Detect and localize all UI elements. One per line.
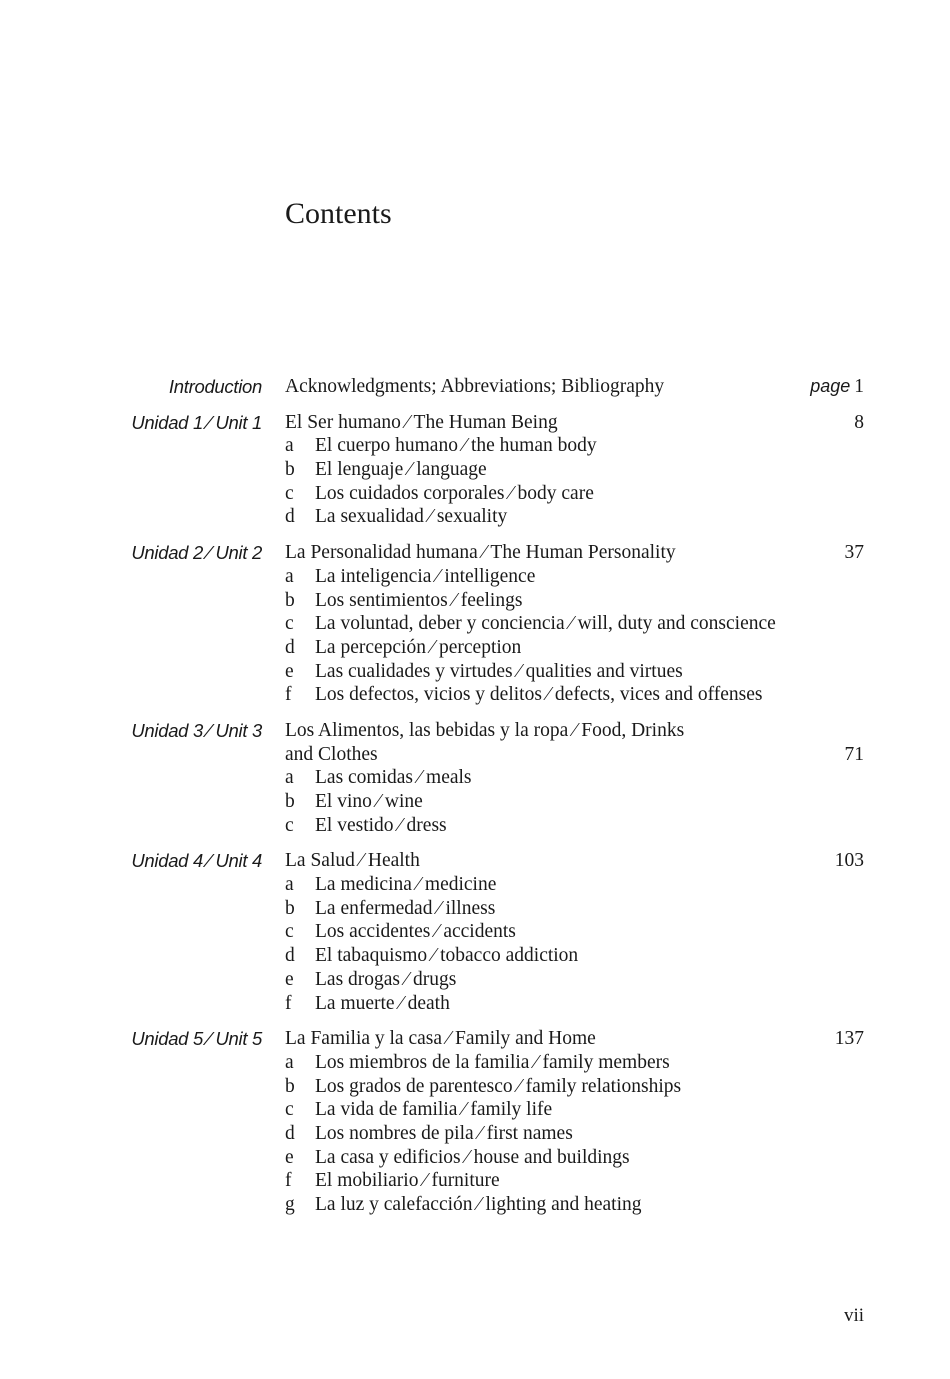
unit-label: Unidad 1 ⁄ Unit 1 — [131, 411, 262, 433]
section-letter: b — [285, 897, 295, 919]
unit-label: Unidad 5 ⁄ Unit 5 — [131, 1028, 262, 1050]
section-entry[interactable] — [0, 660, 950, 684]
unit-title: La Personalidad humana ⁄ The Human Personality — [285, 542, 676, 564]
section-letter: c — [285, 1099, 294, 1121]
section-entry[interactable] — [0, 944, 950, 968]
section-letter: c — [285, 482, 294, 504]
section-letter: a — [285, 874, 294, 896]
page-number: 8 — [854, 411, 864, 433]
section-title: La voluntad, deber y conciencia ⁄ will, duty and conscience — [315, 613, 776, 635]
section-title: La vida de familia ⁄ family life — [315, 1099, 553, 1121]
section-title: Los sentimientos ⁄ feelings — [315, 589, 523, 611]
section-letter: d — [285, 636, 295, 658]
section-entry[interactable] — [0, 458, 950, 482]
section-title: El cuerpo humano ⁄ the human body — [315, 435, 597, 457]
section-entry[interactable] — [0, 612, 950, 636]
unit-title: Los Alimentos, las bebidas y la ropa ⁄ Food, Drinks — [285, 719, 685, 741]
toc-entry-unit-3[interactable] — [0, 719, 950, 743]
page-number: 37 — [844, 542, 864, 564]
page-prefix: page — [810, 376, 851, 396]
section-letter: d — [285, 506, 295, 528]
toc-entry-unit-4[interactable] — [0, 849, 950, 873]
section-title: Los accidentes ⁄ accidents — [315, 921, 516, 943]
section-title: La casa y edificios ⁄ house and buildings — [315, 1146, 630, 1168]
unit-title: La Salud ⁄ Health — [285, 850, 420, 872]
section-letter: e — [285, 968, 294, 990]
section-title: El lenguaje ⁄ language — [315, 459, 487, 481]
section-title: La enfermedad ⁄ illness — [315, 897, 496, 919]
section-entry[interactable] — [0, 814, 950, 838]
section-letter: g — [285, 1194, 295, 1215]
section-title: El vino ⁄ wine — [315, 791, 423, 812]
section-letter: b — [285, 459, 295, 481]
unit-title: La Familia y la casa ⁄ Family and Home — [285, 1028, 596, 1050]
section-letter: c — [285, 613, 294, 635]
section-letter: b — [285, 1075, 295, 1097]
unit-title: El Ser humano ⁄ The Human Being — [285, 411, 558, 433]
section-title: El tabaquismo ⁄ tobacco addiction — [315, 945, 579, 967]
section-entry[interactable] — [0, 1169, 950, 1193]
section-entry[interactable] — [0, 1122, 950, 1146]
section-letter: e — [285, 1146, 294, 1168]
section-letter: b — [285, 589, 295, 611]
section-entry[interactable] — [0, 992, 950, 1016]
unit-label: Introduction — [168, 376, 262, 397]
section-title: La muerte ⁄ death — [315, 992, 450, 1014]
section-letter: f — [285, 992, 292, 1014]
page-number: 103 — [834, 850, 864, 872]
section-entry[interactable] — [0, 482, 950, 506]
page-title: Contents — [285, 197, 392, 230]
section-entry[interactable] — [0, 636, 950, 660]
section-entry[interactable] — [0, 683, 950, 707]
section-entry[interactable] — [0, 505, 950, 529]
unit-title-continued: and Clothes — [285, 743, 378, 765]
section-entry[interactable] — [0, 873, 950, 897]
section-title: Las comidas ⁄ meals — [315, 767, 472, 789]
section-letter: f — [285, 1170, 292, 1192]
section-letter: a — [285, 435, 294, 457]
section-letter: a — [285, 767, 294, 789]
section-entry[interactable] — [0, 766, 950, 790]
section-letter: b — [285, 791, 295, 812]
section-entry[interactable] — [0, 1075, 950, 1099]
section-title: Las drogas ⁄ drugs — [315, 968, 457, 990]
unit-title: Acknowledgments; Abbreviations; Bibliography — [285, 376, 665, 397]
section-letter: c — [285, 814, 294, 836]
section-entry[interactable] — [0, 1051, 950, 1075]
section-letter: c — [285, 921, 294, 943]
unit-label: Unidad 2 ⁄ Unit 2 — [131, 542, 262, 564]
folio-page-number: vii — [843, 1305, 864, 1326]
section-title: Los cuidados corporales ⁄ body care — [315, 482, 594, 504]
page-number: 137 — [834, 1028, 864, 1050]
section-title: El vestido ⁄ dress — [315, 814, 447, 836]
section-letter: e — [285, 660, 294, 682]
unit-label: Unidad 3 ⁄ Unit 3 — [131, 719, 262, 741]
toc-entry-unit-2[interactable] — [0, 541, 950, 565]
section-title: Las cualidades y virtudes ⁄ qualities and virtues — [315, 660, 683, 682]
section-letter: a — [285, 1051, 294, 1073]
section-entry[interactable] — [0, 920, 950, 944]
section-entry[interactable] — [0, 434, 950, 458]
toc-entry-unit-1[interactable] — [0, 411, 950, 435]
unit-label: Unidad 4 ⁄ Unit 4 — [131, 850, 262, 872]
section-title: La sexualidad ⁄ sexuality — [315, 506, 508, 528]
section-title: La medicina ⁄ medicine — [315, 874, 497, 896]
section-entry[interactable] — [0, 968, 950, 992]
section-title: Los miembros de la familia ⁄ family members — [315, 1051, 670, 1073]
section-title: Los grados de parentesco ⁄ family relationships — [315, 1075, 682, 1097]
toc-entry-unit-5[interactable] — [0, 1027, 950, 1051]
section-letter: d — [285, 1122, 295, 1144]
page-number-value: 1 — [854, 376, 864, 397]
toc-entry-introduction[interactable] — [0, 375, 950, 399]
toc-entry-unit-3-continued[interactable] — [0, 743, 950, 767]
section-title: El mobiliario ⁄ furniture — [315, 1170, 500, 1192]
section-entry[interactable] — [0, 897, 950, 921]
section-title: Los defectos, vicios y delitos ⁄ defects, vices and offenses — [315, 684, 763, 706]
table-of-contents — [0, 375, 950, 1217]
page-number — [810, 375, 864, 399]
section-letter: f — [285, 684, 292, 706]
section-title: Los nombres de pila ⁄ first names — [315, 1122, 573, 1144]
section-title: La percepción ⁄ perception — [315, 636, 522, 658]
section-entry[interactable] — [0, 1146, 950, 1170]
section-letter: d — [285, 945, 295, 967]
section-entry[interactable] — [0, 565, 950, 589]
section-entry[interactable] — [0, 589, 950, 613]
page-number: 71 — [844, 743, 864, 765]
section-letter: a — [285, 565, 294, 587]
section-entry[interactable] — [0, 790, 950, 814]
section-title: La luz y calefacción ⁄ lighting and heating — [315, 1194, 642, 1215]
section-entry[interactable] — [0, 1193, 950, 1217]
section-title: La inteligencia ⁄ intelligence — [315, 565, 536, 587]
section-entry[interactable] — [0, 1098, 950, 1122]
